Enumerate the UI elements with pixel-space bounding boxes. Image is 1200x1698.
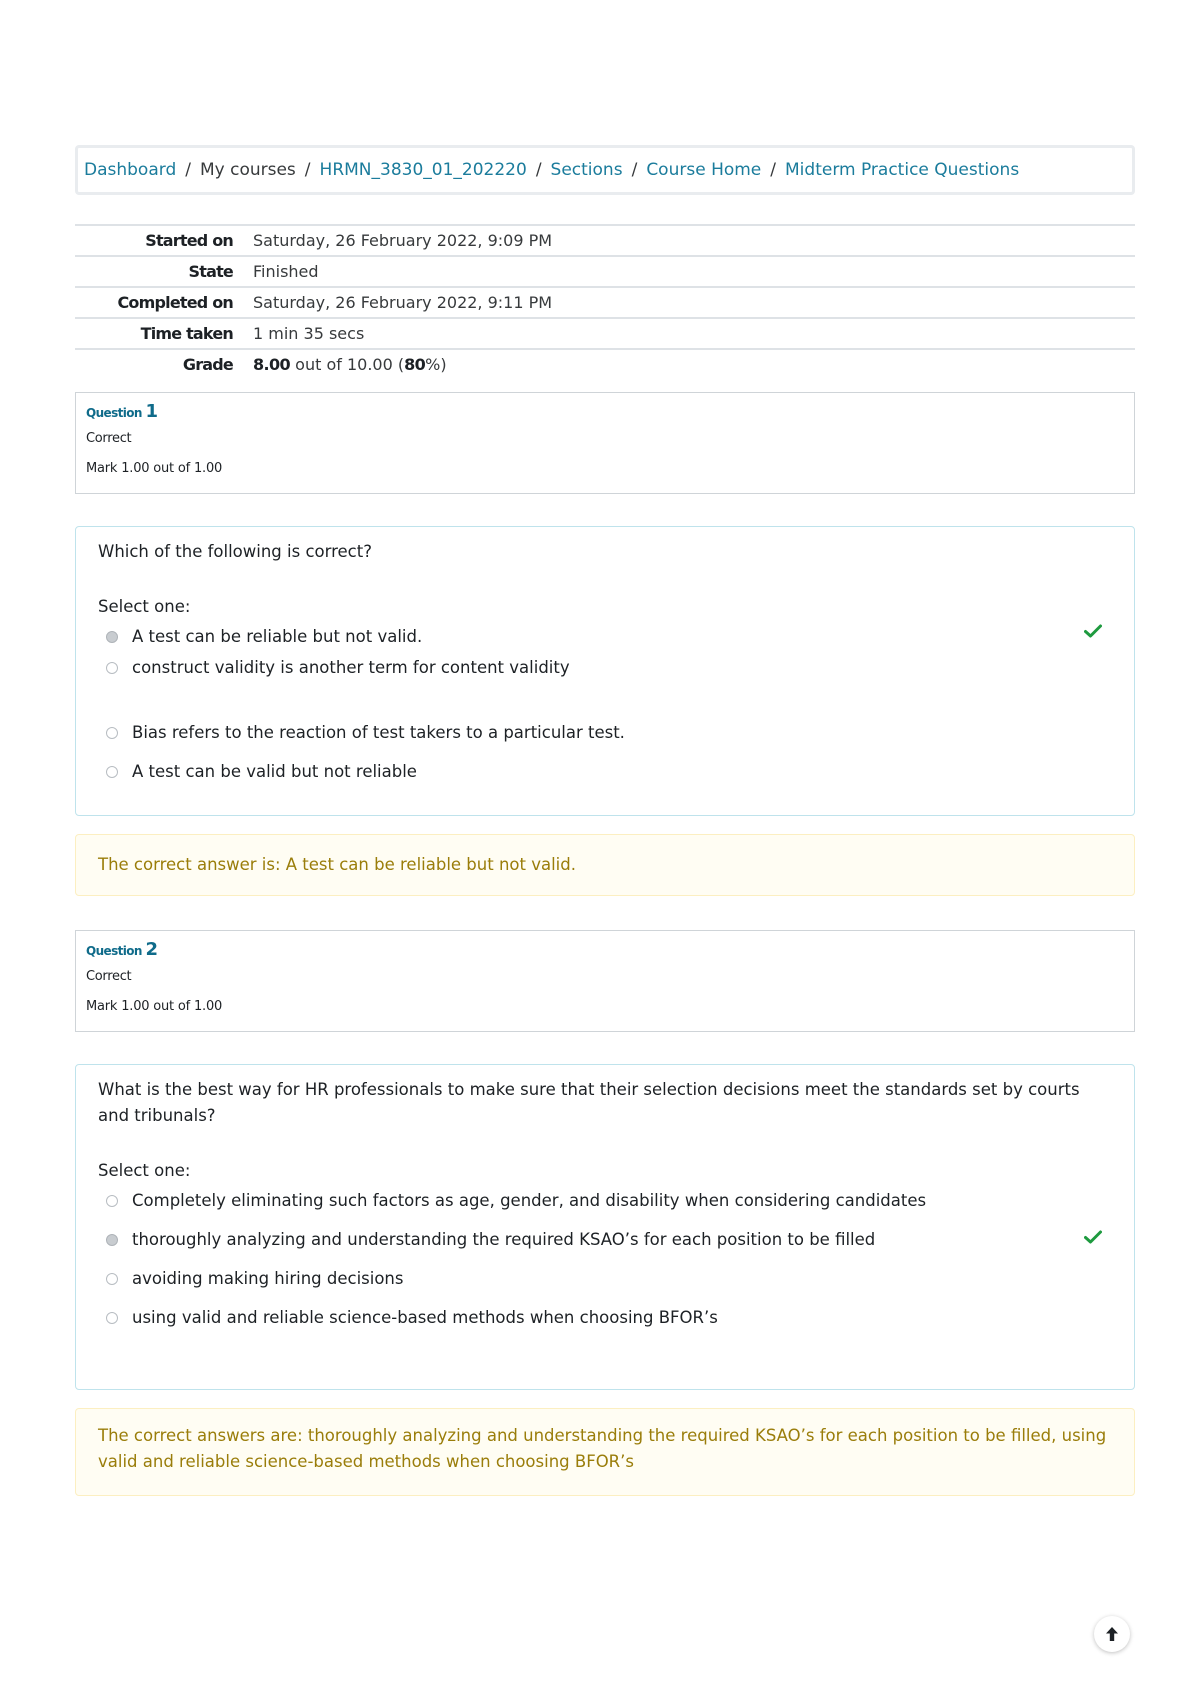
question-number <box>86 401 1124 422</box>
attempt-summary-table <box>75 224 1135 379</box>
answer-option-label: thoroughly analyzing and understanding the required KSAO’s for each position to be filled <box>132 1230 876 1249</box>
answer-option-label: construct validity is another term for content validity <box>132 658 570 677</box>
grade-value <box>243 355 447 374</box>
summary-row-grade <box>75 350 1135 379</box>
completed-on-value: Saturday, 26 February 2022, 9:11 PM <box>253 293 553 312</box>
question-label: Question <box>86 944 142 958</box>
breadcrumb-separator: / <box>770 160 777 180</box>
answer-option-label: avoiding making hiring decisions <box>132 1269 404 1288</box>
answer-option-label: A test can be reliable but not valid. <box>132 627 423 646</box>
radio-button[interactable] <box>106 1195 118 1207</box>
answer-option[interactable] <box>106 1308 718 1327</box>
question-state: Correct <box>86 431 132 446</box>
question-mark: Mark 1.00 out of 1.00 <box>86 461 223 476</box>
breadcrumb-my-courses: My courses <box>199 160 296 180</box>
arrow-up-icon <box>1105 1626 1119 1642</box>
question-mark: Mark 1.00 out of 1.00 <box>86 999 223 1014</box>
answer-option-label: using valid and reliable science-based methods when choosing BFOR’s <box>132 1308 718 1327</box>
answer-option[interactable] <box>106 627 422 646</box>
checkmark-icon <box>1084 1230 1102 1244</box>
radio-button[interactable] <box>106 1234 118 1246</box>
back-to-top-button[interactable] <box>1094 1616 1130 1652</box>
breadcrumb-midterm-practice[interactable]: Midterm Practice Questions <box>785 160 1020 180</box>
started-on-value: Saturday, 26 February 2022, 9:09 PM <box>253 231 553 250</box>
summary-row-started-on <box>75 226 1135 257</box>
grade-score: 8.00 <box>253 355 291 374</box>
radio-button[interactable] <box>106 1312 118 1324</box>
breadcrumb-dashboard[interactable]: Dashboard <box>84 160 177 180</box>
started-on-label: Started on <box>145 231 233 250</box>
correct-answer-text: The correct answer is: A test can be reliable but not valid. <box>98 855 576 874</box>
completed-on-label: Completed on <box>117 293 233 312</box>
answer-option[interactable] <box>106 1269 404 1288</box>
radio-button[interactable] <box>106 631 118 643</box>
breadcrumb-course-home[interactable]: Course Home <box>646 160 762 180</box>
summary-row-completed-on <box>75 288 1135 319</box>
answer-option-label: Completely eliminating such factors as age, gender, and disability when considering candidates <box>132 1191 927 1210</box>
question-text: What is the best way for HR professionals to make sure that their selection decisions meet the standards set by courts and tribunals? <box>98 1080 1080 1125</box>
grade-out-of: out of 10.00 ( <box>290 355 405 374</box>
breadcrumb-separator: / <box>304 160 311 180</box>
question-text: Which of the following is correct? <box>98 542 372 561</box>
grade-percent: 80 <box>404 355 426 374</box>
question-number <box>86 939 1124 960</box>
time-taken-label: Time taken <box>140 324 233 343</box>
breadcrumb-sections[interactable]: Sections <box>550 160 623 180</box>
question-state: Correct <box>86 969 132 984</box>
question-1-feedback <box>75 834 1135 896</box>
answer-option[interactable] <box>106 1230 875 1249</box>
time-taken-value: 1 min 35 secs <box>253 324 365 343</box>
summary-row-time-taken <box>75 319 1135 350</box>
checkmark-icon <box>1084 624 1102 638</box>
correct-answer-text: The correct answers are: thoroughly analyzing and understanding the required KSAO’s for each position to be filled, using valid and reliable science-based methods when choosing BFOR’s <box>98 1426 1107 1471</box>
question-label: Question <box>86 406 142 420</box>
state-label: State <box>188 262 233 281</box>
radio-button[interactable] <box>106 662 118 674</box>
state-value: Finished <box>253 262 319 281</box>
question-number-value: 1 <box>145 401 158 422</box>
grade-label: Grade <box>182 355 233 374</box>
question-2-feedback <box>75 1408 1135 1496</box>
breadcrumb-separator: / <box>631 160 638 180</box>
radio-button[interactable] <box>106 1273 118 1285</box>
breadcrumb <box>75 145 1135 195</box>
select-one-prompt: Select one: <box>98 597 191 616</box>
answer-option[interactable] <box>106 762 417 781</box>
question-number-value: 2 <box>145 939 158 960</box>
question-2-formulation <box>75 1064 1135 1390</box>
select-one-prompt: Select one: <box>98 1161 191 1180</box>
radio-button[interactable] <box>106 766 118 778</box>
answer-option[interactable] <box>106 1191 926 1210</box>
summary-row-state <box>75 257 1135 288</box>
answer-option-label: Bias refers to the reaction of test takers to a particular test. <box>132 723 625 742</box>
grade-suffix: %) <box>425 355 447 374</box>
question-2-info <box>75 930 1135 1032</box>
breadcrumb-separator: / <box>535 160 542 180</box>
answer-option[interactable] <box>106 723 625 742</box>
answer-option[interactable] <box>106 658 570 677</box>
question-1-info <box>75 392 1135 494</box>
breadcrumb-course[interactable]: HRMN_3830_01_202220 <box>319 160 527 180</box>
answer-option-label: A test can be valid but not reliable <box>132 762 417 781</box>
breadcrumb-separator: / <box>185 160 191 180</box>
radio-button[interactable] <box>106 727 118 739</box>
question-1-formulation <box>75 526 1135 816</box>
